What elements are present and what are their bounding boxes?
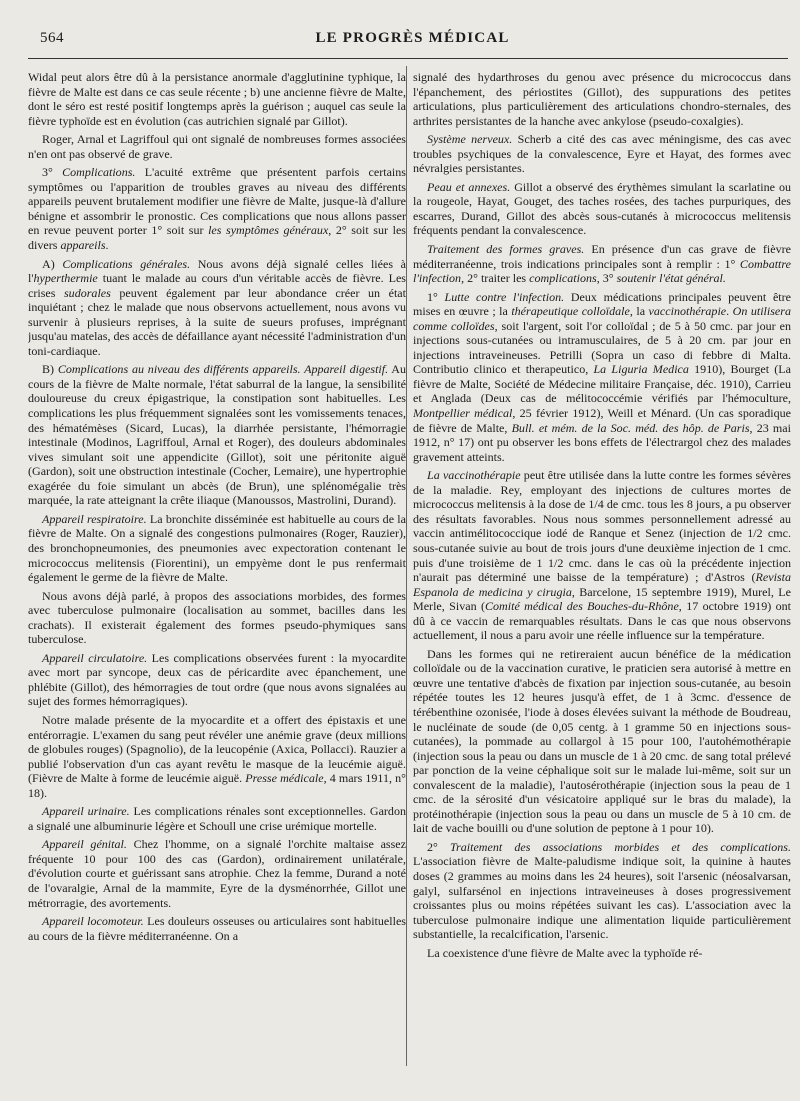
paragraph: Nous avons déjà parlé, à propos des associations morbides, des formes avec tuberculose pulmonaire (localisation au sommet, bacilles dans les crachats). Il existerait également des formes pseudo-phymiques sans tuberculose. [28, 588, 406, 647]
paragraph: Appareil locomoteur. Les douleurs osseuses ou articulaires sont habituelles au cours de la fièvre méditerranéenne. On a [28, 914, 406, 943]
paragraph: Appareil génital. Chez l'homme, on a signalé l'orchite maltaise assez fréquente 10 pour 100 des cas (Gardon), ordinairement unilatérale, d'évolution courte et guérissant sans atrophie. Chez la femme, Durand a noté de l'ovaralgie, Arnal de la mammite, Eyre de la dysménorrhée, Gillot une métrorragie, des avortements. [28, 837, 406, 910]
page-header [40, 30, 785, 52]
paragraph: Notre malade présente de la myocardite et a offert des épistaxis et une entérorragie. L'examen du sang peut révéler une anémie grave (deux millions de globules rouges) (Spagnolio), de la leucopénie (Axica, Pollacci). Rauzier a publié l'observation d'un cas ayant revêtu le masque de la leucémie aiguë. (Fièvre de Malte à forme de leucémie aiguë. Presse médicale, 4 mars 1911, n° 18). [28, 712, 406, 800]
paragraph: Roger, Arnal et Lagriffoul qui ont signalé de nombreuses formes associées n'en ont pas observé de grave. [28, 132, 406, 161]
paragraph: La coexistence d'une fièvre de Malte avec la typhoïde ré- [427, 945, 703, 960]
paragraph: Peau et annexes. Gillot a observé des érythèmes simulant la scarlatine ou la rougeole, Hayat, Gouget, des taches rosées, des taches purpuriques, des escarres, Durand, Gillot des abcès sous-cutanés à micrococcus melitensis fréquents pendant la convalescence. [413, 179, 791, 238]
paragraph: Widal peut alors être dû à la persistance anormale d'agglutinine typhique, la fièvre de Malte est dans ce cas seule récente ; b) une ancienne fièvre de Malte, dont le séro est resté positif longtemps après la guérison ; auquel cas seule la fièvre typhoïde est en évolution (cas autrichien signalé par Gillot). [28, 70, 406, 128]
paragraph: La vaccinothérapie peut être utilisée dans la lutte contre les formes sévères de la maladie. Rey, employant des injections de cultures mortes de micrococcus melitensis à la dose de 1/4 de cmc. tous les 8 jours, a pu observer des résultats favorables. Nous nous sommes personnellement adressé au vaccin antimélitococcique iodé de Ranque et Senez (injection de 1/2 cmc. sous-cutanée suivie au bout de trois jours d'une deuxième injection de 1 cmc. puis d'une troisième de 1 1/2 cmc. dans le cas où la précédente injection n'aurait pas déterminé une baisse de la température) ; d'Astros (Revista Espanola de medicina y cirugia, Barcelone, 15 septembre 1919), Murel, Le Merle, Sivan (Comité médical des Bouches-du-Rhône, 17 octobre 1919) ont dû à ce vaccin de remarquables résultats. Dans le cas que nous observons actuellement, il nous a paru avoir une réelle influence sur la température. [413, 468, 791, 643]
journal-title: LE PROGRÈS MÉDICAL [315, 30, 510, 46]
paragraph: Système nerveux. Scherb a cité des cas avec méningisme, des cas avec troubles psychiques de la convalescence, Eyre et Hayat, des formes avec névralgies persistantes. [413, 132, 791, 176]
paragraph: Appareil urinaire. Les complications rénales sont exceptionnelles. Gardon a signalé une albuminurie légère et Schoull une crise urémique mortelle. [28, 804, 406, 833]
right-column [413, 70, 791, 1090]
column-divider [406, 66, 407, 1066]
paragraph: 3° Complications. L'acuité extrême que présentent parfois certains symptômes ou l'apparition de troubles graves au niveau des différents appareils peuvent brutalement modifier une fièvre de Malte, jusque-là d'allure bénigne et assombrir le pronostic. Ces complications que nous allons passer en revue peuvent porter 1° soit sur les symptômes généraux, 2° soit sur les divers appareils. [28, 165, 406, 253]
header-rule [28, 58, 788, 59]
paragraph: Appareil respiratoire. La bronchite disséminée est habituelle au cours de la fièvre de Malte. On a signalé des congestions pulmonaires (Roger, Rauzier), des bronchopneumonies, des pneumonies avec expectoration contenant le micrococcus melitensis (Fiorentini), un empyème dont le pus renfermait également le germe de la fièvre de Malte. [28, 511, 406, 585]
paragraph: Traitement des formes graves. En présence d'un cas grave de fièvre méditerranéenne, trois indications principales sont à remplir : 1° Combattre l'infection, 2° traiter les complications, 3° soutenir l'état général. [413, 242, 791, 286]
paragraph: 1° Lutte contre l'infection. Deux médications principales peuvent être mises en œuvre ; la thérapeutique colloïdale, la vaccinothérapie. On utilisera comme colloïdes, soit l'argent, soit l'or colloïdal ; de 5 à 50 cmc. par jour en injections sous-cutanées ou intramusculaires, de 5 à 20 cm. par jour en injections intraveineuses. Petrilli (Sopra un caso di febbre di Malta. Contributio clinico et therapeutico, La Liguria Medica 1910), Bourget (La fièvre de Malte, Société de Médecine militaire Française, déc. 1910), Carrieu et Anglada (Deux cas de mélitococcémie vérifiés par l'hémoculture, Montpellier médical, 25 février 1912), Weill et Ménard. (Un cas sporadique de fièvre de Malte, Bull. et mém. de la Soc. méd. des hôp. de Paris, 23 mai 1912, n° 17) ont pu observer les bons effets de l'électrargol chez des malades gravement atteints. [413, 289, 791, 464]
paragraph: 2° Traitement des associations morbides et des complications. L'association fièvre de Malte-paludisme indique soit, la quinine à hautes doses (2 grammes au moins dans les 24 heures), soit l'arsenic (néosalvarsan, galyl, sulfarsénol en injections intraveineuses à doses progressivement croissantes plus ou moins répétées suivant les cas). L'association avec la tuberculose pulmonaire indique une alimentation liquide particulièrement substantielle, la recalcification, l'arsenic. [413, 839, 791, 942]
left-column [28, 70, 406, 1090]
paragraph: Appareil circulatoire. Les complications observées furent : la myocardite avec mort par syncope, deux cas de péricardite avec épanchement, une phlébite (Gillot), des hémorragies de tout ordre (que nous avons signalées au sujet des formes hémorragiques). [28, 650, 406, 709]
paragraph: Dans les formes qui ne retireraient aucun bénéfice de la médication colloïdale ou de la vaccination curative, le praticien sera autorisé à mettre en œuvre une tentative d'abcès de fixation par injection sous-cutanée, au besoin répétée toutes les 12 heures jusqu'à effet, de 1 à 3cmc. d'essence de térébenthine ozonisée, l'iode à doses élevées suivant la méthode de Boudreau, le nucléinate de soude (de 0,05 centg. à 1 gramme 50 en injections sous-cutanées), la pommade au collargol à 15 pour 100, l'autohémothérapie (injection sous la peau ou dans un muscle de 1 à 20 cmc. de sang total prélevé par ponction de la veine céphalique soit sur le malade lui-même, soit sur un convalescent de la maladie), l'autosérothérapie (injection sous la peau de 1 cmc. de la sérosité d'un vésicatoire appliqué sur le bras du malade), la protéinothérapie (injection sous la peau ou dans un muscle de 5 à 10 cm. de lait de vache bouilli ou d'une solution de peptone à 1 pour 10). [413, 646, 791, 836]
page-number: 564 [40, 30, 64, 46]
paragraph: signalé des hydarthroses du genou avec présence du micrococcus dans l'épanchement, des périostites (Gillot), des suppurations des petites articulations, plus particulièrement des articulations chondro-sternales, des arthrites persistantes de la hanche avec ankylose (pseudo-coxalgies). [413, 70, 791, 128]
paragraph: B) Complications au niveau des différents appareils. Appareil digestif. Au cours de la fièvre de Malte normale, l'état saburral de la langue, la sensibilité douloureuse du creux épigastrique, la constipation sont habituelles. Les complications les plus fréquemment signalées sont les vomissements tenaces, des hématémèses (Sicard, Lucas), la diarrhée persistante, l'hémorragie intestinale (Modinos, Lagriffoul, Arnal et Roger), des douleurs abdominales vives simulant soit une appendicite (Gillot), soit une péritonite aiguë (Gardon), soit une obstruction intestinale (Cocher, Lemaire), une hypertrophie exagérée du foie simulant un abcès (de Brun), une splénomégalie très marquée, la rate atteignant la crête iliaque (Manoussos, Mastrolini, Durand). [28, 362, 406, 508]
paragraph: A) Complications générales. Nous avons déjà signalé celles liées à l'hyperthermie tuant le malade au cours d'un véritable accès de fièvre. Les crises sudorales peuvent également par leur abondance créer un état inquiétant ; chez le malade que nous observons actuellement, nous avons vu survenir à plusieurs reprises, à la suite de sueurs profuses, imprégnant jusqu'au matelas, des accès de défaillance ayant nécessité l'administration d'un toni-cardiaque. [28, 256, 406, 358]
